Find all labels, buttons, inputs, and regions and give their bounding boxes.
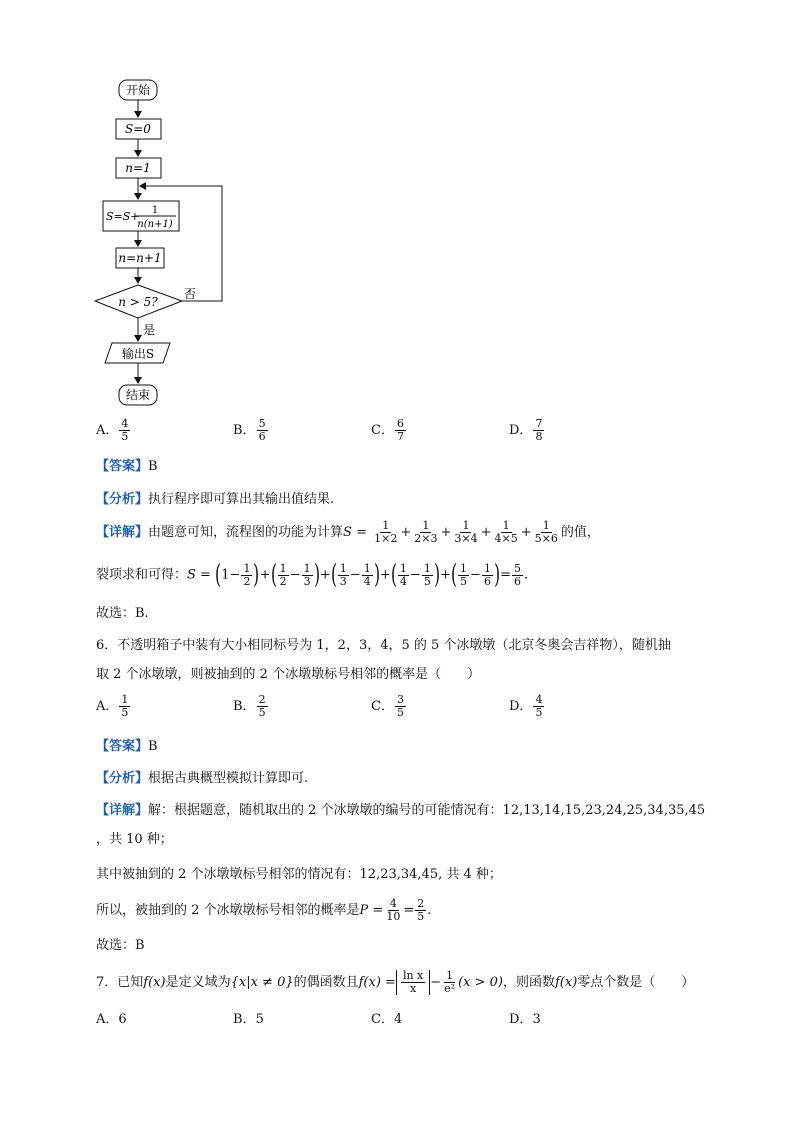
analysis-text: 根据古典概型模拟计算即可. [148,771,309,786]
telescope-prefix: 裂项求和可得： [96,567,188,583]
analysis-text: 执行程序即可算出其输出值结果. [148,492,335,507]
q7-option-c [371,1011,402,1029]
flow-condition-text: n > 5? [118,295,158,309]
frac-den: 5 [535,706,543,719]
flow-output-text: 输出S [121,347,155,361]
option-letter: C． [371,699,394,714]
frac-den: 4×5 [494,532,518,545]
q5-choice-line [96,605,149,623]
frac-num: 1 [462,519,470,532]
answer-value: B [148,459,158,474]
frac-den: 5 [423,574,431,588]
frac-den: 5 [258,706,266,719]
math-fx: f(x) [143,975,166,990]
frac-den: 3×4 [454,532,478,545]
frac-den: 6 [514,574,521,588]
q6-answer-line [96,738,158,756]
detail-suffix: 的值， [560,525,600,540]
detail-tag: 【详解】 [96,803,149,818]
frac-num: 1 [243,561,251,575]
flow-increment-text: n=n+1 [118,251,162,265]
frac-den: 8 [535,430,543,443]
frac-den: 2×3 [414,532,438,545]
frac-den: 1×2 [374,532,398,545]
flow-start-text: 开始 [125,83,151,97]
frac-num: 2 [417,897,425,910]
option-letter: D． [509,699,533,714]
frac-num: 1 [460,561,468,575]
option-letter: A． [96,699,119,714]
frac-den: 6 [258,430,266,443]
choice-text: 故选：B. [96,606,149,621]
analysis-tag: 【分析】 [96,771,149,786]
frac-num: 7 [535,417,543,430]
frac-num: 1 [399,561,407,575]
q5-option-a [96,418,131,443]
math-op: − [430,975,442,990]
flow-update-num: 1 [151,205,159,216]
frac-den: 3 [339,574,347,588]
option-value: 3 [532,1012,541,1027]
frac-den: 2 [243,574,251,588]
frac-den: e² [444,982,456,995]
frac-num: 1 [422,519,430,532]
detail-text: 解：根据题意，随机取出的 2 个冰墩墩的编号的可能情况有：12,13,14,15,23,24,25,34,35,45 [148,803,706,818]
abs-value [396,970,430,995]
frac-den: 2 [279,574,287,588]
option-value: 5 [255,1012,264,1027]
frac-num: 6 [396,417,404,430]
math-var: S [343,525,352,540]
frac-num: 4 [389,897,397,910]
option-letter: D． [509,1012,533,1027]
q5-option-c [371,418,407,443]
q6-choice-line [96,937,145,955]
math-fx: f(x) [555,975,578,990]
frac-den: 3 [303,574,311,588]
flow-init-n-text: n=1 [125,161,151,175]
frac-den: 6 [483,574,491,588]
q6-stem-line2: 取 2 个冰墩墩，则被抽到的 2 个冰墩墩标号相邻的概率是（ ） [96,667,481,682]
frac-num: 1 [382,519,390,532]
analysis-tag: 【分析】 [96,492,149,507]
frac-den: 5 [121,706,129,719]
option-value: 6 [118,1012,127,1027]
q6-stem-line1: 6．不透明箱子中装有大小相同标号为 1，2，3，4，5 的 5 个冰墩墩（北京冬奥会吉祥物），随机抽 [96,638,671,653]
frac-num: 1 [121,693,129,706]
flow-end-text: 结束 [125,388,151,402]
frac-den: 5 [417,910,425,923]
option-value: 4 [393,1012,403,1027]
q5-option-b [233,418,269,443]
frac-den: 7 [396,430,404,443]
q6-option-d [509,694,545,719]
math-var: S [187,567,196,583]
answer-value: B [148,739,158,754]
frac-num: 1 [363,561,371,575]
frac-num: 4 [121,417,129,430]
math-cond: (x > 0) [458,975,503,990]
q5-detail-line: 【详解】由题意可知，流程图的功能为计算S = $\frac{1}{1\times 2}$ + $\frac{1}{2\times 3}$ + $\frac{1}{3\times 4}$ + $\frac{1}{4\times 5}$ + $\frac{1}{5\times 6}$ 的值， [96,519,600,545]
option-letter: C． [371,423,394,438]
frac-num: ln x [402,969,424,982]
q5-option-d [509,418,545,443]
frac-num: 5 [514,561,521,575]
option-letter: D． [509,423,533,438]
frac-num: 1 [542,519,550,532]
frac-num: 5 [258,417,266,430]
q5-analysis-line [96,491,334,509]
frac-num: 1 [339,561,347,575]
option-letter: B． [233,1012,256,1027]
choice-text: 故选：B [96,938,145,953]
detail-text: 由题意可知，流程图的功能为计算 [148,525,344,540]
q7-stem [96,970,694,995]
stem-text: ，则函数 [502,975,555,990]
q6-option-c [371,694,407,719]
option-letter: A． [96,423,119,438]
flow-no-label: 否 [184,287,197,301]
math-var: P [359,903,369,918]
frac-den: 10 [386,910,401,923]
q6-detail-line3: 其中被抽到的 2 个冰墩墩标号相邻的情况有：12,23,34,45, 共 4 种； [96,867,502,882]
frac-num: 1 [279,561,287,575]
q6-detail-line1 [96,802,705,820]
frac-num: 3 [396,693,404,706]
answer-tag: 【答案】 [96,739,149,754]
answer-tag: 【答案】 [96,459,149,474]
stem-text: 是定义域为 [165,975,231,990]
frac-den: x [409,982,417,995]
flow-yes-label: 是 [143,323,156,337]
math-fx-def: f(x) = [358,975,396,990]
frac-num: 4 [535,693,543,706]
frac-den: 5 [460,574,468,588]
option-letter: C． [371,1012,394,1027]
q5-answer-line [96,458,158,476]
math-op: = [351,525,372,540]
option-letter: A． [96,1012,119,1027]
flow-init-s-text: S=0 [125,122,151,136]
frac-den: 4 [363,574,371,588]
frac-den: 5×6 [534,532,558,545]
detail-tag: 【详解】 [96,525,149,540]
q6-analysis-line [96,770,308,788]
detail-text: 所以，被抽到的 2 个冰墩墩标号相邻的概率是 [96,903,360,918]
q7-option-a [96,1011,127,1029]
frac-num: 2 [258,693,266,706]
q7-option-b [233,1011,264,1029]
stem-text: 7．已知 [96,975,144,990]
q6-option-a [96,694,131,719]
option-letter: B． [233,699,256,714]
frac-den: 4 [399,574,407,588]
option-letter: B． [233,423,256,438]
flowchart [90,75,240,410]
frac-den: 5 [396,706,404,719]
math-num: 1 [221,567,230,583]
math-set: {x|x ≠ 0} [230,975,294,990]
frac-num: 1 [423,561,431,575]
stem-text: 的偶函数且 [293,975,359,990]
q5-telescope-line: 裂项求和可得：S = (1− $\frac{1}{2}$ )+( $\frac{1}{2}$ − $\frac{1}{3}$ )+( $\frac{1}{3}$ − $\frac{1}{4}$ )+( $\frac{1}{4}$ − $\frac{1}{5}$ )+( $\frac{1}{5}$ − $\frac{1}{6}$ )= $\frac{5}{6}$ . [96,560,529,590]
frac-num: 1 [446,969,454,982]
frac-den: 5 [121,430,129,443]
stem-text: 零点个数是（ ） [577,975,695,990]
frac-num: 1 [483,561,491,575]
q6-option-b [233,694,269,719]
frac-num: 1 [502,519,510,532]
q6-detail-line4: 所以，被抽到的 2 个冰墩墩标号相邻的概率是P = $\frac{4}{10}$ = $\frac{2}{5}$ . [96,897,432,923]
q6-detail-line2: ，共 10 种； [96,832,173,847]
flow-update-lhs: S=S+ [106,210,140,223]
flow-update-den: n(n+1) [137,219,173,230]
q7-option-d [509,1011,541,1029]
frac-num: 1 [303,561,311,575]
